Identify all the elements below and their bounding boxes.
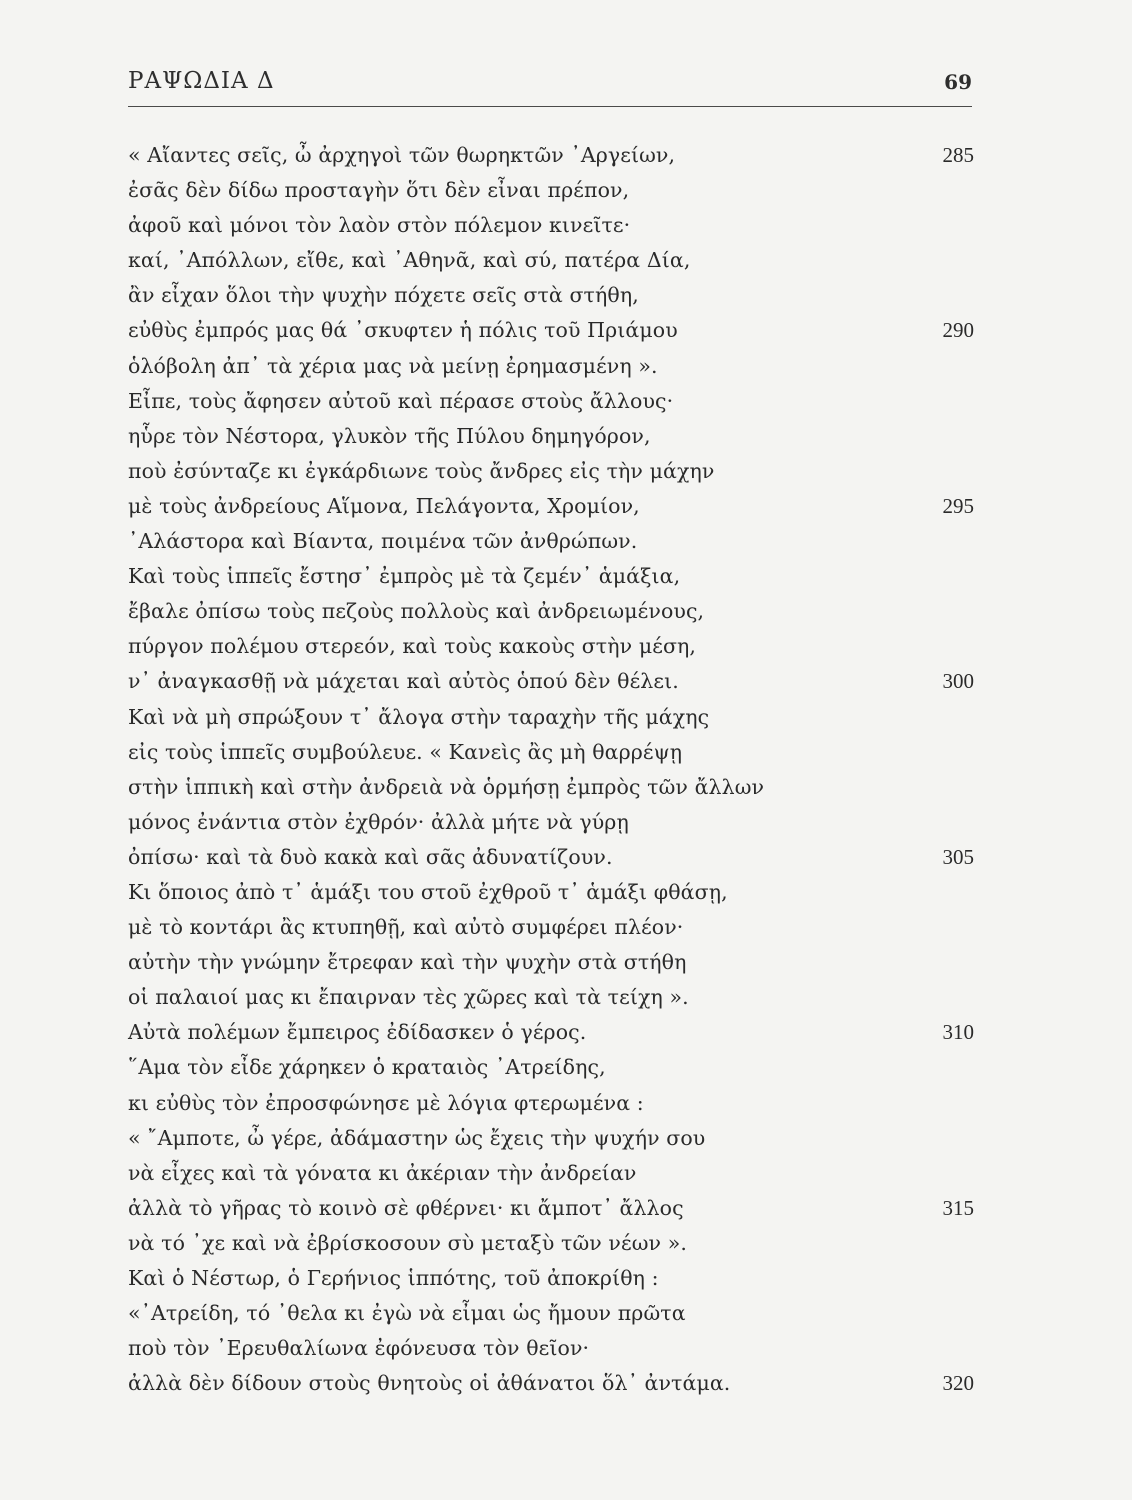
verse-line xyxy=(128,243,974,278)
verse-line xyxy=(128,1121,974,1156)
verse-line xyxy=(128,1331,974,1366)
verse-line xyxy=(128,700,974,735)
verse-line xyxy=(128,910,974,945)
verse-line xyxy=(128,349,974,384)
verse-line xyxy=(128,454,974,489)
verse-text: ποὺ τὸν ᾿Ερευθαλίωνα ἐφόνευσα τὸν θεῖον· xyxy=(128,1336,590,1361)
verse-line xyxy=(128,1366,974,1401)
line-number: 305 xyxy=(942,844,974,869)
verse-text: Καὶ τοὺς ἱππεῖς ἔστησ᾿ ἐμπρὸς μὲ τὰ ζεμέν᾿ ἁμάξια, xyxy=(128,564,681,589)
verse-line xyxy=(128,664,974,699)
verse-text: Εἶπε, τοὺς ἄφησεν αὐτοῦ καὶ πέρασε στοὺς ἄλλους· xyxy=(128,388,674,413)
verse-text: Αὐτὰ πολέμων ἔμπειρος ἐδίδασκεν ὁ γέρος. xyxy=(128,1020,587,1045)
verse-line xyxy=(128,1191,974,1226)
verse-text: μὲ τὸ κοντάρι ἂς κτυπηθῇ, καὶ αὐτὸ συμφέρει πλέον· xyxy=(128,915,684,940)
verse-text: Καὶ ὁ Νέστωρ, ὁ Γερήνιος ἱππότης, τοῦ ἀποκρίθη : xyxy=(128,1266,659,1290)
page-number: 69 xyxy=(944,70,972,94)
verse-line xyxy=(128,1050,974,1085)
verse-text: νὰ τό ᾿χε καὶ νὰ ἐβρίσκοσουν σὺ μεταξὺ τῶν νέων ». xyxy=(128,1230,687,1255)
verse-text: ηὗρε τὸν Νέστορα, γλυκὸν τῆς Πύλου δημηγόρον, xyxy=(128,423,651,448)
verse-line xyxy=(128,419,974,454)
verse-line xyxy=(128,770,974,805)
verse-line xyxy=(128,805,974,840)
verse-line xyxy=(128,208,974,243)
line-number: 310 xyxy=(942,1020,974,1045)
verse-line xyxy=(128,629,974,664)
verse-text: πύργον πολέμου στερεόν, καὶ τοὺς κακοὺς στὴν μέση, xyxy=(128,634,697,659)
verse-line xyxy=(128,313,974,348)
verse-line xyxy=(128,945,974,980)
verse-line xyxy=(128,278,974,313)
verse-line xyxy=(128,1086,974,1121)
verse-line xyxy=(128,173,974,208)
line-number: 295 xyxy=(942,493,974,518)
verse-text: ἀλλὰ τὸ γῆρας τὸ κοινὸ σὲ φθέρνει· κι ἄμποτ᾿ ἄλλος xyxy=(128,1195,684,1220)
running-head: ΡΑΨΩΔΙΑ Δ xyxy=(128,68,275,94)
line-number: 300 xyxy=(942,669,974,694)
verse-line xyxy=(128,1226,974,1261)
line-number: 290 xyxy=(942,318,974,343)
verse-text: ν᾿ ἀναγκασθῇ νὰ μάχεται καὶ αὐτὸς ὁπού δὲν θέλει. xyxy=(128,669,679,694)
verse-text: ῞Αμα τὸν εἶδε χάρηκεν ὁ κραταιὸς ᾿Ατρείδης, xyxy=(128,1055,606,1080)
verse-text: νὰ εἶχες καὶ τὰ γόνατα κι ἀκέριαν τὴν ἀνδρείαν xyxy=(128,1160,637,1185)
verse-line xyxy=(128,594,974,629)
verse-text: μόνος ἐνάντια στὸν ἐχθρόν· ἀλλὰ μήτε νὰ γύρῃ xyxy=(128,809,629,834)
poem-text xyxy=(128,138,974,1401)
verse-text: « ῎Αμποτε, ὦ γέρε, ἀδάμαστην ὡς ἔχεις τὴν ψυχήν σου xyxy=(128,1125,706,1150)
verse-text: καί, ᾿Απόλλων, εἴθε, καὶ ᾿Αθηνᾶ, καὶ σύ, πατέρα Δία, xyxy=(128,248,691,273)
verse-text: ποὺ ἐσύνταζε κι ἐγκάρδιωνε τοὺς ἄνδρες εἰς τὴν μάχην xyxy=(128,458,715,483)
verse-text: μὲ τοὺς ἀνδρείους Αἵμονα, Πελάγοντα, Χρομίον, xyxy=(128,493,640,518)
verse-line xyxy=(128,138,974,173)
verse-line xyxy=(128,735,974,770)
verse-line xyxy=(128,1296,974,1331)
verse-text: ἀλλὰ δὲν δίδουν στοὺς θνητοὺς οἱ ἀθάνατοι ὅλ᾿ ἀντάμα. xyxy=(128,1371,731,1396)
verse-line xyxy=(128,524,974,559)
verse-text: «᾿Ατρείδη, τό ᾿θελα κι ἐγὼ νὰ εἶμαι ὡς ἤμουν πρῶτα xyxy=(128,1301,686,1326)
verse-text: εὐθὺς ἐμπρός μας θά ᾿σκυφτεν ἡ πόλις τοῦ Πριάμου xyxy=(128,318,678,343)
verse-text: ἂν εἶχαν ὅλοι τὴν ψυχὴν πόχετε σεῖς στὰ στήθη, xyxy=(128,283,639,308)
verse-line xyxy=(128,559,974,594)
verse-text: στὴν ἱππικὴ καὶ στὴν ἀνδρειὰ νὰ ὁρμήσῃ ἐμπρὸς τῶν ἄλλων xyxy=(128,774,765,799)
verse-text: « Αἴαντες σεῖς, ὦ ἀρχηγοὶ τῶν θωρηκτῶν ᾿Αργείων, xyxy=(128,143,676,167)
verse-text: εἰς τοὺς ἱππεῖς συμβούλευε. « Κανεὶς ἂς μὴ θαρρέψῃ xyxy=(128,739,683,764)
verse-text: οἱ παλαιοί μας κι ἔπαιρναν τὲς χῶρες καὶ τὰ τείχη ». xyxy=(128,985,689,1010)
line-number: 285 xyxy=(942,143,974,167)
line-number: 315 xyxy=(942,1195,974,1220)
verse-text: ὀπίσω· καὶ τὰ δυὸ κακὰ καὶ σᾶς ἀδυνατίζουν. xyxy=(128,844,613,869)
verse-text: ἔβαλε ὀπίσω τοὺς πεζοὺς πολλοὺς καὶ ἀνδρειωμένους, xyxy=(128,599,705,624)
verse-text: αὐτὴν τὴν γνώμην ἔτρεφαν καὶ τὴν ψυχὴν στὰ στήθη xyxy=(128,950,687,975)
verse-line xyxy=(128,489,974,524)
page-header xyxy=(128,66,972,107)
verse-text: ἀφοῦ καὶ μόνοι τὸν λαὸν στὸν πόλεμον κινεῖτε· xyxy=(128,213,631,238)
verse-line xyxy=(128,1261,974,1296)
verse-text: ὁλόβολη ἀπ᾿ τὰ χέρια μας νὰ μείνῃ ἐρημασμένη ». xyxy=(128,353,658,378)
verse-text: ἐσᾶς δὲν δίδω προσταγὴν ὅτι δὲν εἶναι πρέπον, xyxy=(128,178,630,203)
verse-line xyxy=(128,980,974,1015)
verse-line xyxy=(128,1156,974,1191)
verse-line xyxy=(128,840,974,875)
verse-line xyxy=(128,875,974,910)
line-number: 320 xyxy=(942,1371,974,1396)
verse-text: Κι ὅποιος ἀπὸ τ᾿ ἁμάξι του στοῦ ἐχθροῦ τ᾿ ἁμάξι φθάσῃ, xyxy=(128,879,728,904)
verse-line xyxy=(128,384,974,419)
verse-text: κι εὐθὺς τὸν ἐπροσφώνησε μὲ λόγια φτερωμένα : xyxy=(128,1090,644,1115)
verse-line xyxy=(128,1015,974,1050)
verse-text: ᾿Αλάστορα καὶ Βίαντα, ποιμένα τῶν ἀνθρώπων. xyxy=(128,529,638,554)
verse-text: Καὶ νὰ μὴ σπρώξουν τ᾿ ἄλογα στὴν ταραχὴν τῆς μάχης xyxy=(128,704,710,729)
